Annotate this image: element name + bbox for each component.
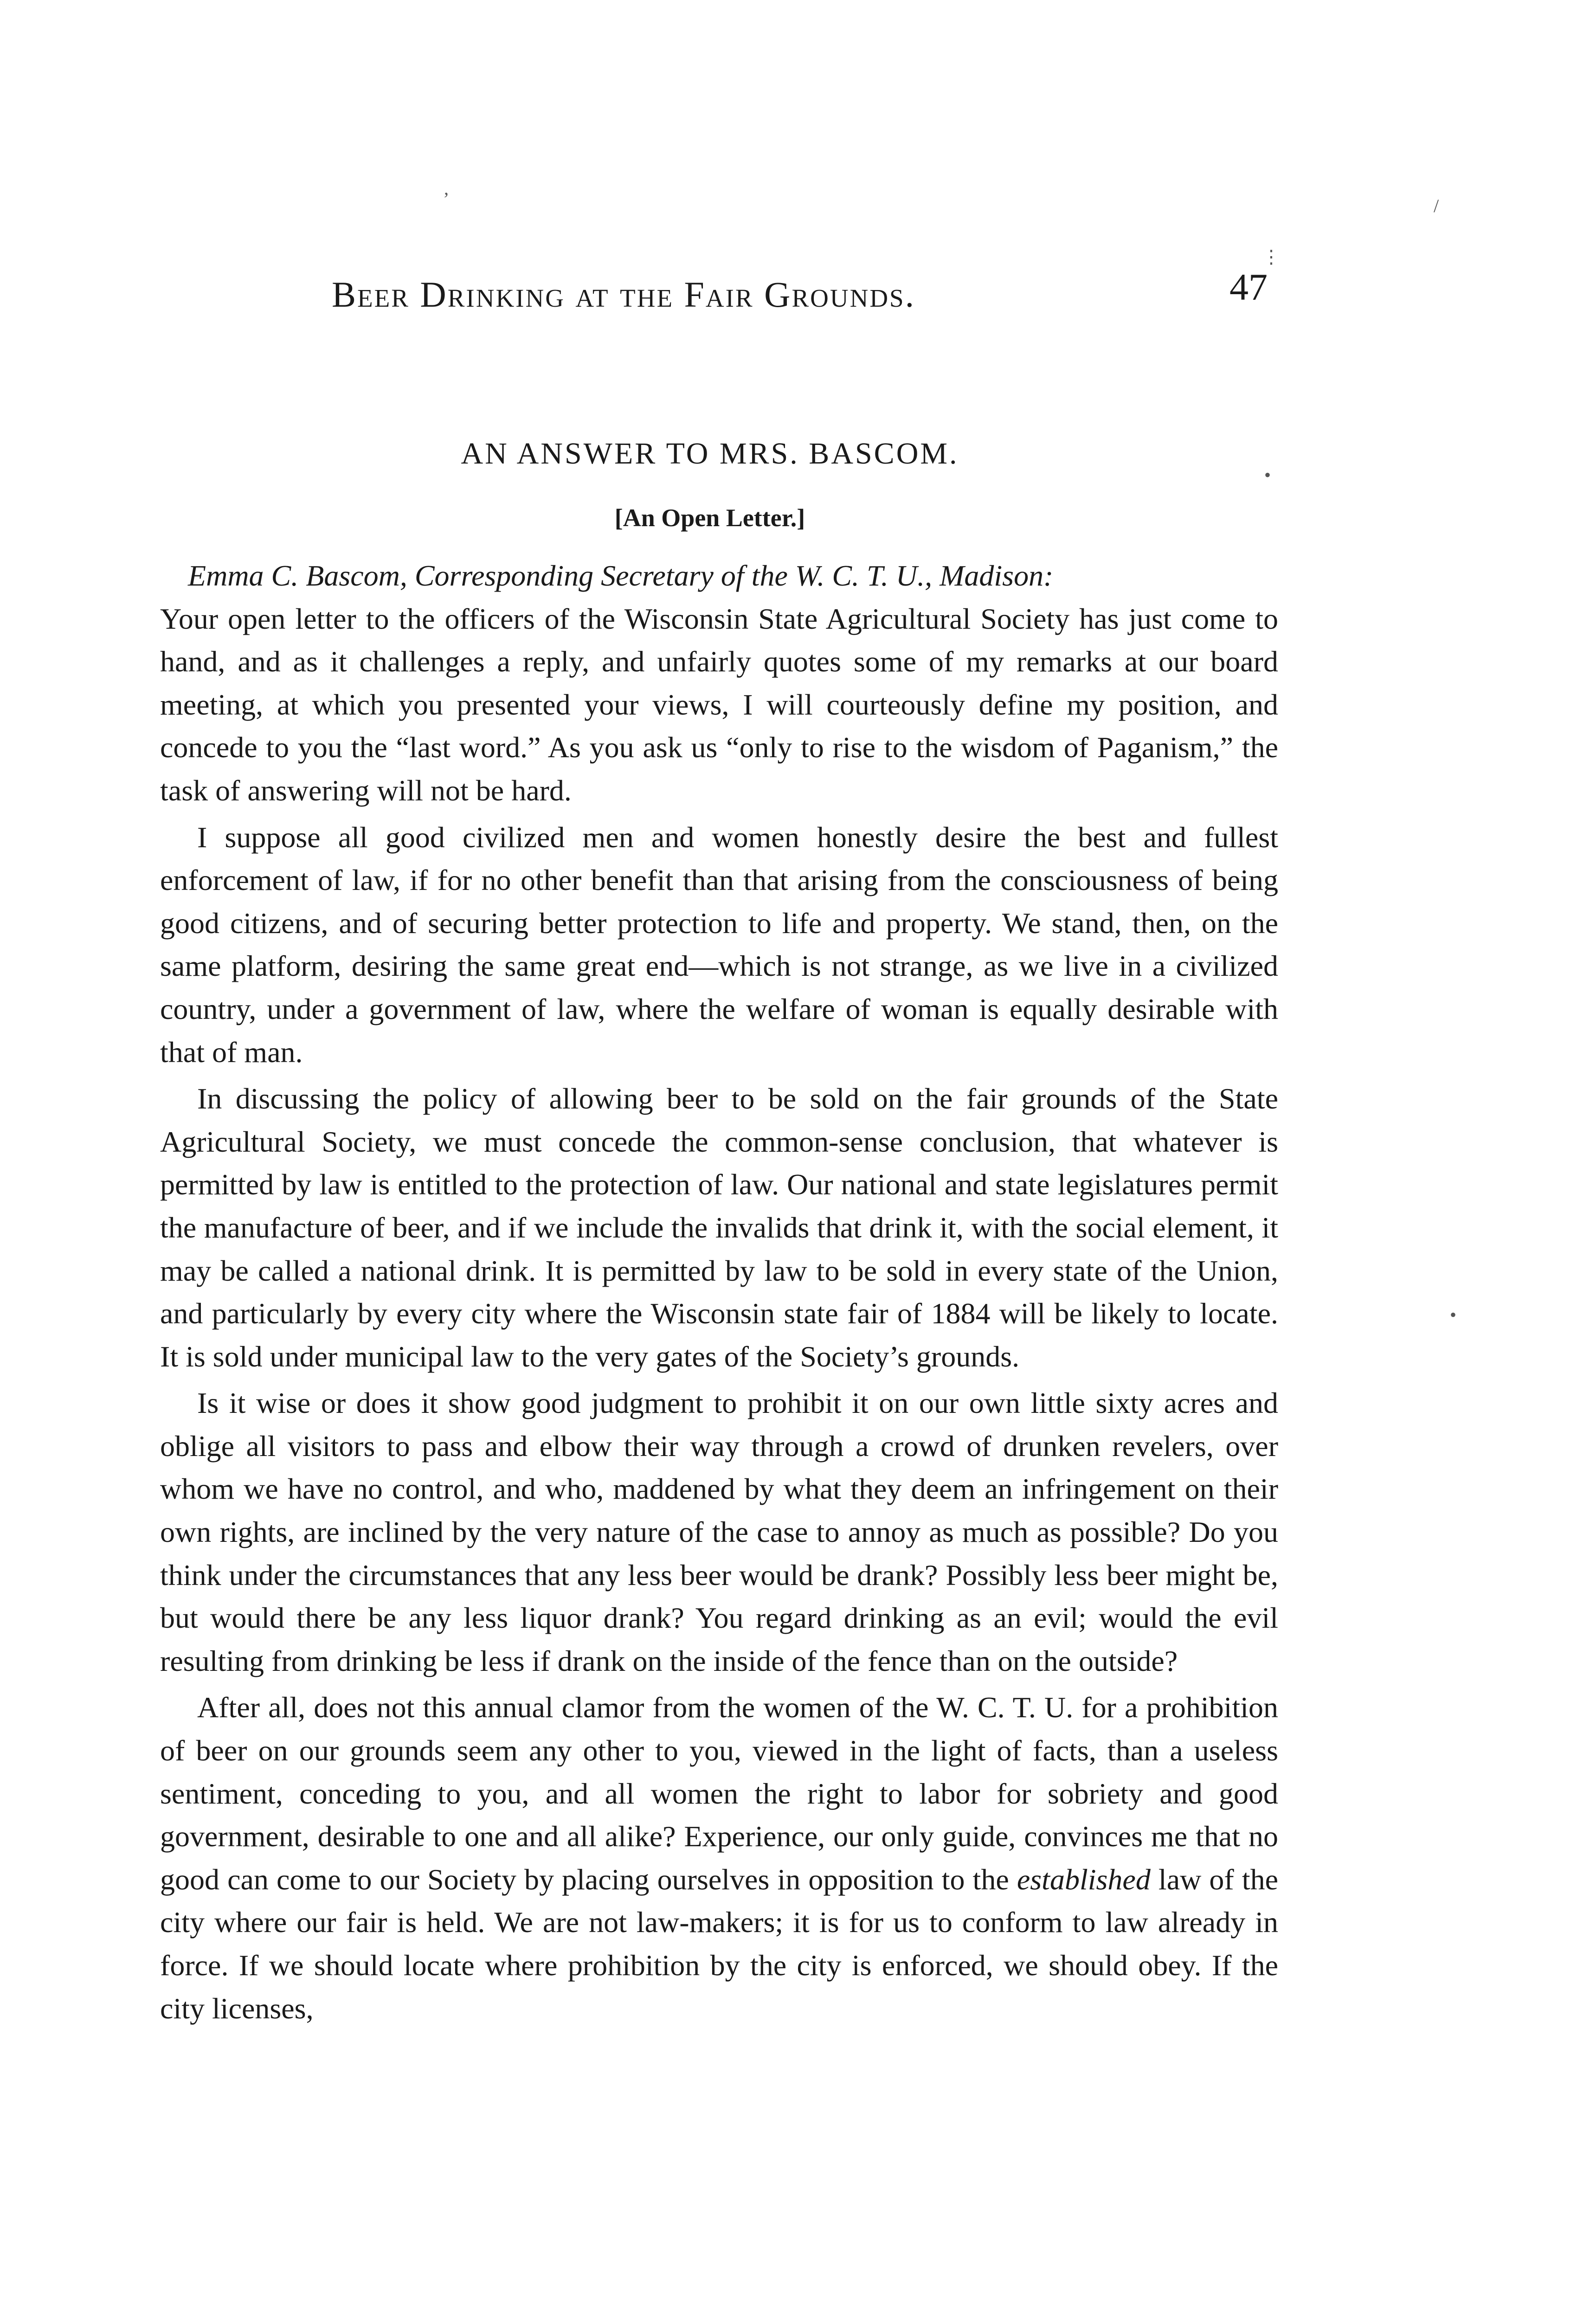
article-subtitle: [An Open Letter.] bbox=[614, 504, 805, 532]
italic-term: established bbox=[1017, 1862, 1151, 1896]
print-speck: • bbox=[1264, 464, 1271, 485]
page-number: 47 bbox=[1229, 266, 1268, 308]
paragraph-5-text-end: law of the city where our fair is held. We are not law-makers; it is for us to conform to law already in force. If we should locate where prohibition by the city is enforced, we should obey. If the city licenses, bbox=[160, 1862, 1279, 2025]
paragraph-3: In discussing the policy of allowing beer to be sold on the fair grounds of the State Agricultural Society, we must concede the common-sense conclusion, that whatever is permitted by law is entitled to the protection of law. Our national and state legislatures permit the manufacture of beer, and if we include the invalids that drink it, with the social element, it may be called a national drink. It is permitted by law to be sold in every state of the Union, and particularly by every city where the Wisconsin state fair of 1884 will be likely to locate. It is sold under municipal law to the very gates of the Society’s grounds. bbox=[160, 1082, 1278, 1373]
paragraph-5-text-start: After all, does not this annual clamor from the women of the W. C. T. U. for a prohibition of beer on our grounds seem any other to you, viewed in the light of facts, than a useless sentiment, conceding to you, and all women the right to labor for sobriety and good government, desirable to one and all alike? Experience, our only guide, convinces me that no good can come to our Society by placing ourselves in opposition to the bbox=[160, 1691, 1278, 1896]
print-speck: / bbox=[1434, 195, 1439, 216]
salutation: Emma C. Bascom, Corresponding Secretary of the W. C. T. U., Madison: bbox=[188, 559, 1054, 592]
print-speck: • bbox=[1450, 1304, 1457, 1325]
article-title: AN ANSWER TO MRS. BASCOM. bbox=[461, 437, 959, 470]
paragraph-2: I suppose all good civilized men and women honestly desire the best and fullest enforcement of law, if for no other benefit than that arising from the consciousness of being good citizens, and of securing better protection to life and property. We stand, then, on the same platform, desiring the same great end—which is not strange, as we live in a civilized country, under a government of law, where the welfare of woman is equally desirable with that of man. bbox=[160, 820, 1278, 1069]
paragraph-1 bbox=[160, 554, 1278, 812]
paragraph-5 bbox=[160, 1686, 1278, 2030]
print-speck: ⋮ bbox=[1262, 246, 1281, 267]
paragraph-text: Your open letter to the officers of the Wisconsin State Agricultural Society has just come to hand, and as it challenges a reply, and unfairly quotes some of my remarks at our board meeting, at which you presented your views, I will courteously define my position, and concede to you the “last word.” As you ask us “only to rise to the wisdom of Paganism,” the task of answering will not be hard. bbox=[160, 602, 1278, 807]
article-body bbox=[160, 554, 1278, 2034]
print-speck: ’ bbox=[443, 188, 450, 209]
paragraph-4: Is it wise or does it show good judgment to prohibit it on our own little sixty acres and oblige all visitors to pass and elbow their way through a crowd of drunken revelers, over whom we have no control, and who, maddened by what they deem an infringement on their own rights, are inclined by the very nature of the case to annoy as much as possible? Do you think under the circumstances that any less beer would be drank? Possibly less beer might be, but would there be any less liquor drank? You regard drinking as an evil; would the evil resulting from drinking be less if drank on the inside of the fence than on the outside? bbox=[160, 1386, 1278, 1677]
running-head: Beer Drinking at the Fair Grounds. bbox=[332, 274, 916, 315]
